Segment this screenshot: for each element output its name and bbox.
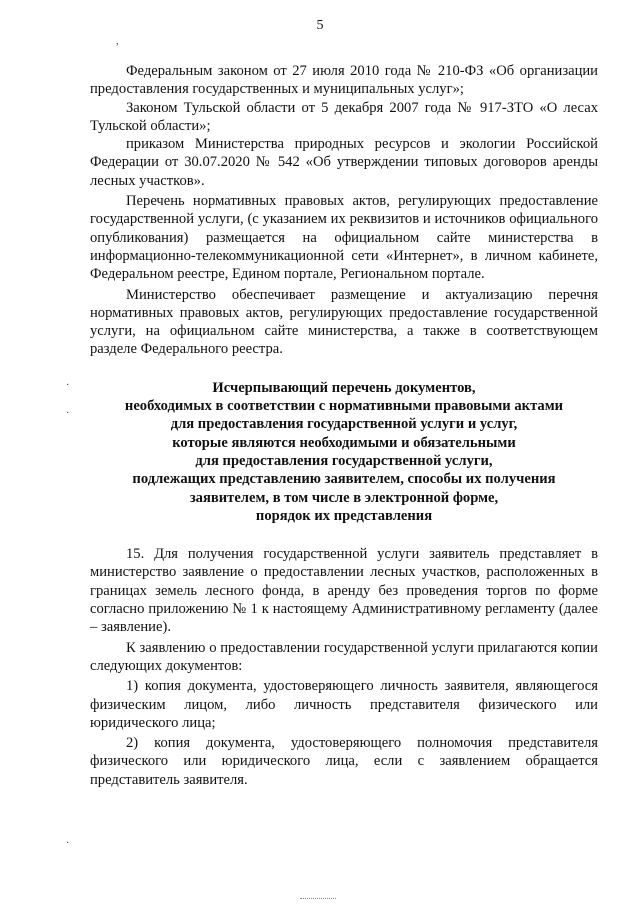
scan-mark: ·: [66, 380, 70, 391]
heading-line: заявителем, в том числе в электронной форме,: [189, 489, 499, 506]
scan-artifact: [300, 896, 336, 899]
paragraph-legal-acts-list: Перечень нормативных правовых актов, регулирующих предоставление государственной услуги, (с указанием их реквизитов и источников официального опубликования) размещается на официальном сайте министерства в информационно-телекоммуникационной сети «Интернет», в личном кабинете, Федеральном реестре, Едином портале, Региональном портале.: [90, 193, 598, 283]
paragraph-item-15: 15. Для получения государственной услуги заявитель представляет в министерство заявление о предоставлении лесных участков, расположенных в границах земель лесного фонда, в аренду без проведения торгов по форме согласно приложению № 1 к настоящему Административному регламенту (далее – заявление).: [90, 546, 598, 636]
heading-line: Исчерпывающий перечень документов,: [212, 379, 476, 396]
heading-line: для предоставления государственной услуги и услуг,: [170, 416, 518, 433]
heading-line: подлежащих представлению заявителем, способы их получения: [132, 471, 556, 488]
heading-line: порядок их представления: [255, 507, 433, 524]
section-heading: [90, 379, 598, 525]
paragraph-ministry-order: приказом Министерства природных ресурсов и экологии Российской Федерации от 30.07.2020 № 542 «Об утверждении типовых договоров аренды лесных участков».: [90, 136, 598, 189]
page-number: 5: [316, 18, 324, 33]
paragraph-list-item-1: 1) копия документа, удостоверяющего личность заявителя, являющегося физическим лицом, либо личность представителя физического или юридического лица;: [90, 678, 598, 731]
paragraph-attachments-intro: К заявлению о предоставлении государственной услуги прилагаются копии следующих документов:: [90, 639, 598, 674]
scan-mark: ,: [116, 36, 119, 47]
heading-line: необходимых в соответствии с нормативными правовыми актами: [124, 398, 564, 415]
document-body: [90, 62, 598, 789]
paragraph-tula-law: Законом Тульской области от 5 декабря 2007 года № 917-ЗТО «О лесах Тульской области»;: [90, 99, 598, 134]
heading-line: которые являются необходимыми и обязательными: [172, 434, 516, 451]
scan-mark: ·: [66, 408, 70, 419]
paragraph-list-item-2: 2) копия документа, удостоверяющего полномочия представителя физического или юридического лица, если с заявлением обращается представитель заявителя.: [90, 735, 598, 788]
paragraph-federal-law: Федеральным законом от 27 июля 2010 года № 210-ФЗ «Об организации предоставления государственных и муниципальных услуг»;: [90, 63, 598, 98]
scan-mark: ·: [66, 838, 70, 849]
heading-line: для предоставления государственной услуги,: [195, 452, 493, 469]
paragraph-ministry-publication: Министерство обеспечивает размещение и актуализацию перечня нормативных правовых актов, регулирующих предоставление государственной услуги, на официальном сайте министерства, а также в соответствующем разделе Федерального реестра.: [90, 286, 598, 358]
